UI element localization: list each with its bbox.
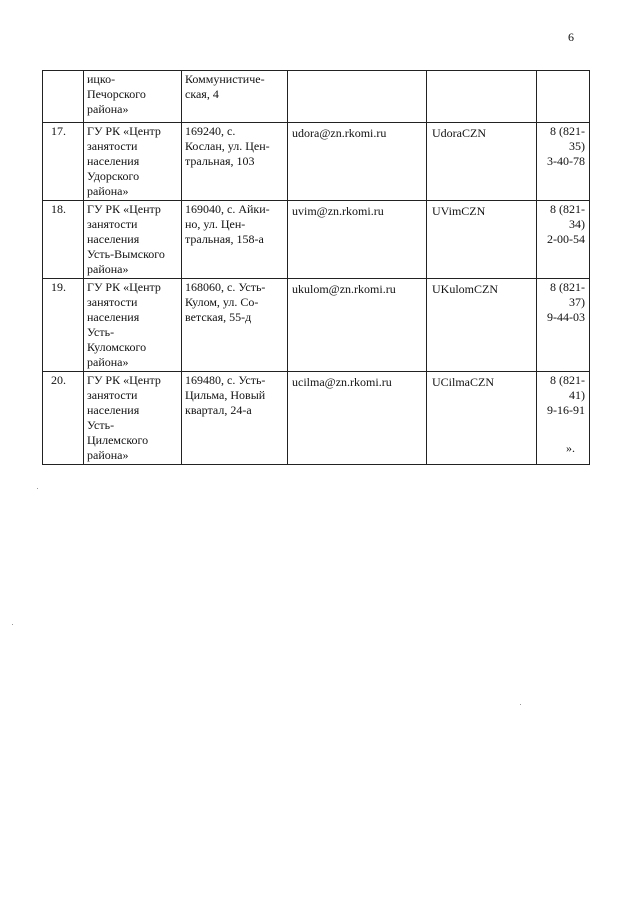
phone-cell: 8 (821-34) 2-00-54 xyxy=(537,201,590,279)
site-name-cell: UdoraCZN xyxy=(427,123,537,201)
row-number-cell: 18. xyxy=(43,201,84,279)
email-cell xyxy=(288,71,427,123)
row-number-cell: 19. xyxy=(43,279,84,372)
table-row xyxy=(43,123,590,201)
row-number-cell: 20. xyxy=(43,372,84,465)
page-number: 6 xyxy=(568,30,574,44)
table-row xyxy=(43,201,590,279)
site-name-cell: UKulomCZN xyxy=(427,279,537,372)
phone-cell xyxy=(537,71,590,123)
phone-cell: 8 (821-41) 9-16-91 xyxy=(537,372,590,465)
address-cell: 169240, с. Кослан, ул. Цен- тральная, 103 xyxy=(182,123,288,201)
closing-quote: ». xyxy=(566,441,575,455)
scan-speck xyxy=(520,704,521,705)
phone-cell: 8 (821-37) 9-44-03 xyxy=(537,279,590,372)
phone-cell: 8 (821-35) 3-40-78 xyxy=(537,123,590,201)
address-cell: 169040, с. Айки- но, ул. Цен- тральная, 158-а xyxy=(182,201,288,279)
table-row xyxy=(43,71,590,123)
table-row xyxy=(43,372,590,465)
center-name-cell: ГУ РК «Центр занятости населения Удорского района» xyxy=(84,123,182,201)
site-name-cell: UVimCZN xyxy=(427,201,537,279)
center-name-cell: ГУ РК «Центр занятости населения Усть-Вымского района» xyxy=(84,201,182,279)
row-number-cell xyxy=(43,71,84,123)
address-cell: 169480, с. Усть- Цильма, Новый квартал, 24-а xyxy=(182,372,288,465)
scan-speck xyxy=(12,624,13,625)
email-cell: ucilma@zn.rkomi.ru xyxy=(288,372,427,465)
site-name-cell xyxy=(427,71,537,123)
center-name-cell: ицко- Печорского района» xyxy=(84,71,182,123)
employment-centers-table xyxy=(42,70,590,465)
center-name-cell: ГУ РК «Центр занятости населения Усть- Куломского района» xyxy=(84,279,182,372)
email-cell: ukulom@zn.rkomi.ru xyxy=(288,279,427,372)
email-cell: uvim@zn.rkomi.ru xyxy=(288,201,427,279)
table-row xyxy=(43,279,590,372)
email-cell: udora@zn.rkomi.ru xyxy=(288,123,427,201)
address-cell: 168060, с. Усть- Кулом, ул. Со- ветская, 55-д xyxy=(182,279,288,372)
row-number-cell: 17. xyxy=(43,123,84,201)
site-name-cell: UCilmaCZN xyxy=(427,372,537,465)
scan-speck xyxy=(37,488,38,489)
center-name-cell: ГУ РК «Центр занятости населения Усть- Цилемского района» xyxy=(84,372,182,465)
address-cell: Коммунистиче- ская, 4 xyxy=(182,71,288,123)
